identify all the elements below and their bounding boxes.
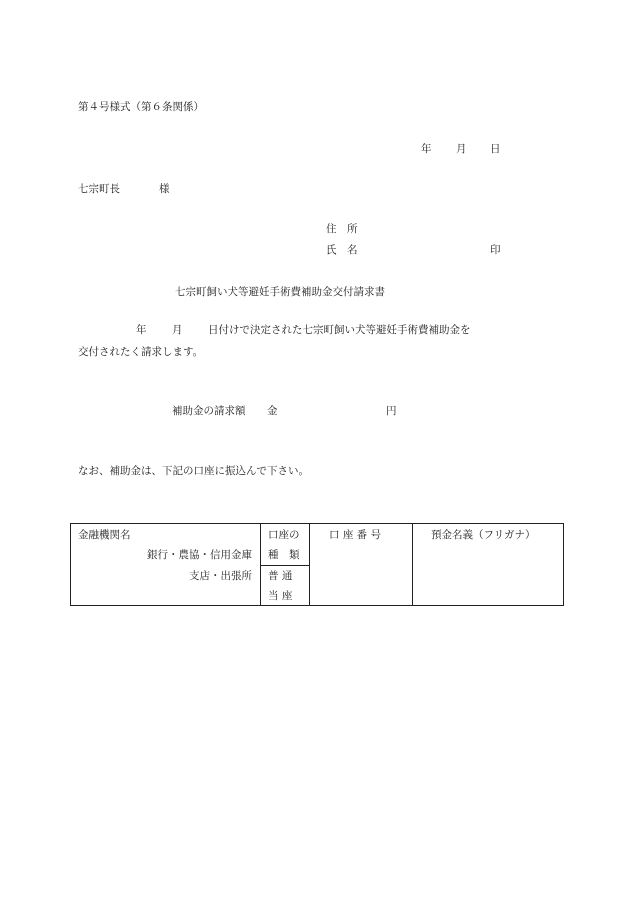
branch-types: 支店・出張所 xyxy=(189,570,252,582)
form-title: 七宗町飼い犬等避妊手術費補助金交付請求書 xyxy=(175,286,385,298)
table-divider xyxy=(309,524,310,605)
date-year-label: 年 xyxy=(421,143,432,155)
account-type-checking: 当 座 xyxy=(268,590,293,602)
form-number: 第４号様式（第６条関係） xyxy=(78,101,204,113)
body-line1-text: 日付けで決定された七宗町飼い犬等避妊手術費補助金を xyxy=(208,324,471,336)
name-label: 氏 名 xyxy=(326,244,358,256)
table-divider xyxy=(412,524,413,605)
account-number-header: 口 座 番 号 xyxy=(329,529,382,541)
bank-account-table xyxy=(70,523,564,606)
account-type-header-line1: 口座の xyxy=(268,529,300,541)
institution-header: 金融機関名 xyxy=(78,529,131,541)
institution-types: 銀行・農協・信用金庫 xyxy=(147,549,252,561)
account-type-header-line2: 種 類 xyxy=(268,549,300,561)
seal-mark: 印 xyxy=(490,244,501,256)
addressee-name: 七宗町長 xyxy=(78,183,120,195)
amount-label: 補助金の請求額 xyxy=(172,405,246,417)
amount-prefix: 金 xyxy=(267,405,278,417)
account-type-ordinary: 普 通 xyxy=(268,570,293,582)
date-day-label: 日 xyxy=(490,143,501,155)
table-divider xyxy=(260,565,309,566)
address-label: 住 所 xyxy=(326,223,358,235)
addressee-honorific: 様 xyxy=(159,183,170,195)
transfer-note: なお、補助金は、下記の口座に振込んで下さい。 xyxy=(78,465,309,477)
body-line2-text: 交付されたく請求します。 xyxy=(78,346,204,358)
body-month-label: 月 xyxy=(172,324,183,336)
amount-unit: 円 xyxy=(386,405,397,417)
account-holder-header: 預金名義（フリガナ） xyxy=(431,529,536,541)
date-month-label: 月 xyxy=(456,143,467,155)
body-year-label: 年 xyxy=(136,324,147,336)
